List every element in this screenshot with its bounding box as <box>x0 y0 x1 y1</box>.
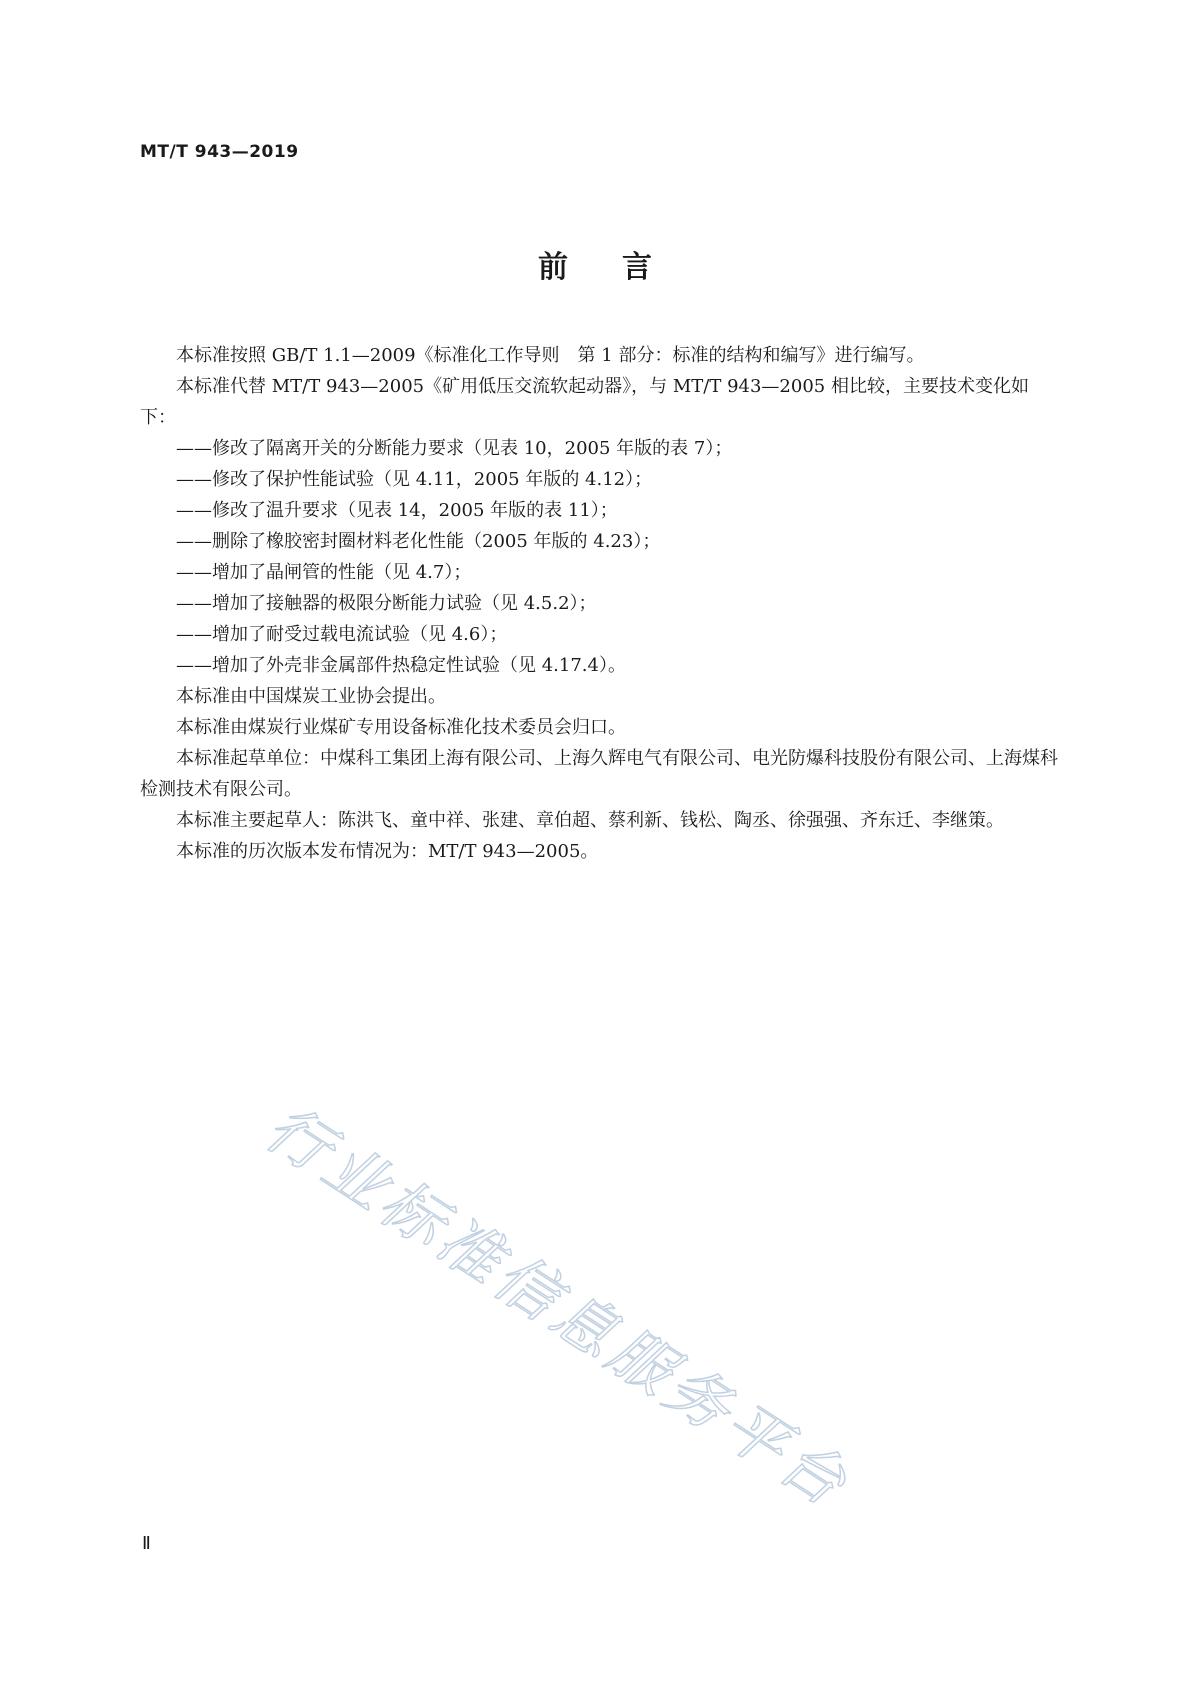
paragraph: 本标准主要起草人：陈洪飞、童中祥、张建、章伯超、蔡利新、钱松、陶丞、徐强强、齐东迁、李继策。 <box>176 810 1004 831</box>
change-list-item: ——增加了耐受过载电流试验（见 4.6）； <box>176 624 508 645</box>
paragraph: 本标准代替 MT/T 943—2005《矿用低压交流软起动器》，与 MT/T 943—2005 相比较，主要技术变化如下： <box>140 376 1029 428</box>
document-code: MT/T 943—2019 <box>140 142 299 162</box>
watermark: 行业标准信息服务平台 <box>253 1090 864 1523</box>
paragraph: 本标准由煤炭行业煤矿专用设备标准化技术委员会归口。 <box>176 717 626 738</box>
change-list-item: ——修改了保护性能试验（见 4.11，2005 年版的 4.12）； <box>176 469 653 490</box>
page-title: 前言 <box>538 250 706 285</box>
change-list-item: ——修改了隔离开关的分断能力要求（见表 10，2005 年版的表 7）； <box>176 438 733 459</box>
change-list-item: ——增加了晶闸管的性能（见 4.7）； <box>176 562 472 583</box>
change-list-item: ——增加了外壳非金属部件热稳定性试验（见 4.17.4）。 <box>176 655 626 676</box>
foreword-body <box>140 340 1060 867</box>
paragraph: 本标准的历次版本发布情况为：MT/T 943—2005。 <box>176 841 599 862</box>
change-list-item: ——删除了橡胶密封圈材料老化性能（2005 年版的 4.23）； <box>176 531 661 552</box>
page-number: Ⅱ <box>142 1533 151 1553</box>
paragraph: 本标准起草单位：中煤科工集团上海有限公司、上海久辉电气有限公司、电光防爆科技股份有限公司、上海煤科检测技术有限公司。 <box>140 748 1058 800</box>
paragraph: 本标准由中国煤炭工业协会提出。 <box>176 686 446 707</box>
change-list-item: ——修改了温升要求（见表 14，2005 年版的表 11）； <box>176 500 618 521</box>
change-list-item: ——增加了接触器的极限分断能力试验（见 4.5.2）； <box>176 593 597 614</box>
paragraph: 本标准按照 GB/T 1.1—2009《标准化工作导则 第 1 部分：标准的结构和编写》进行编写。 <box>176 345 925 366</box>
